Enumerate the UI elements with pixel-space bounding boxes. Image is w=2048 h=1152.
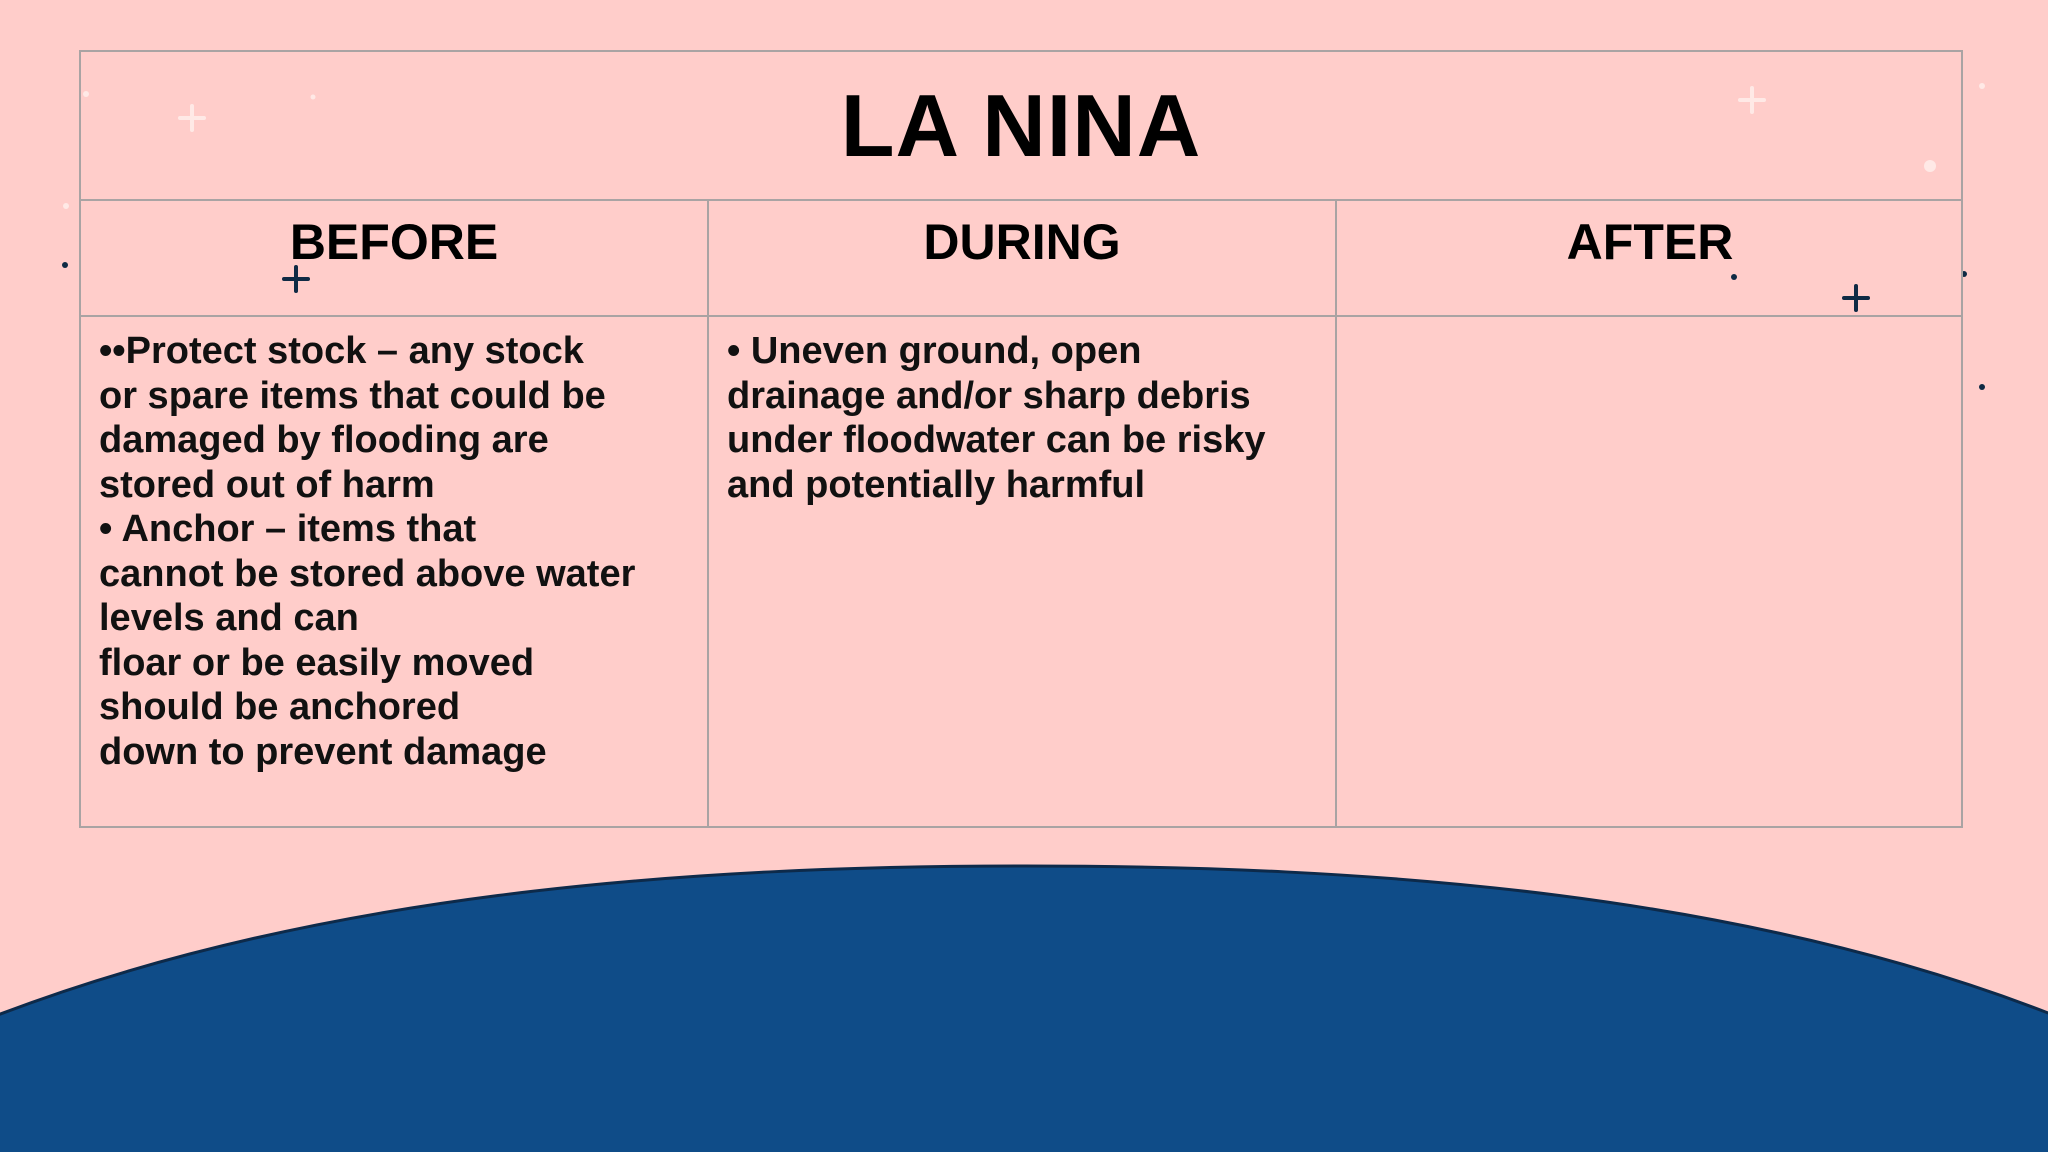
text-line: levels and can [99, 597, 359, 639]
column-after [1337, 201, 1963, 826]
text-line: • Anchor – items that [99, 508, 477, 550]
column-body-after [1337, 317, 1963, 329]
title-row [81, 52, 1961, 201]
column-header-label: BEFORE [289, 214, 499, 270]
column-header-during [709, 201, 1335, 317]
text-line: • Uneven ground, open [727, 330, 1142, 372]
la-nina-table [79, 50, 1963, 828]
text-line: under floodwater can be risky [727, 419, 1266, 461]
column-header-label: DURING [923, 214, 1121, 270]
text-line: drainage and/or sharp debris [727, 374, 1251, 417]
text-line: and potentially harmful [727, 463, 1146, 506]
column-body-during [709, 317, 1335, 507]
text-line: floar or be easily moved [99, 641, 535, 684]
slide-title: LA NINA [840, 75, 1202, 175]
text-line: stored out of harm [99, 463, 435, 506]
text-line: damaged by flooding are [99, 419, 549, 461]
text-line: or spare items that could be [99, 374, 606, 417]
text-line: ••Protect stock – any stock [99, 330, 584, 372]
column-header-label: AFTER [1566, 214, 1734, 270]
text-line: down to prevent damage [99, 730, 547, 773]
column-header-before [81, 201, 707, 317]
text-line: cannot be stored above water [99, 552, 636, 595]
column-during [709, 201, 1337, 826]
column-body-before [81, 317, 707, 774]
column-header-after [1337, 201, 1963, 317]
text-line: should be anchored [99, 686, 461, 728]
column-before [81, 201, 709, 826]
